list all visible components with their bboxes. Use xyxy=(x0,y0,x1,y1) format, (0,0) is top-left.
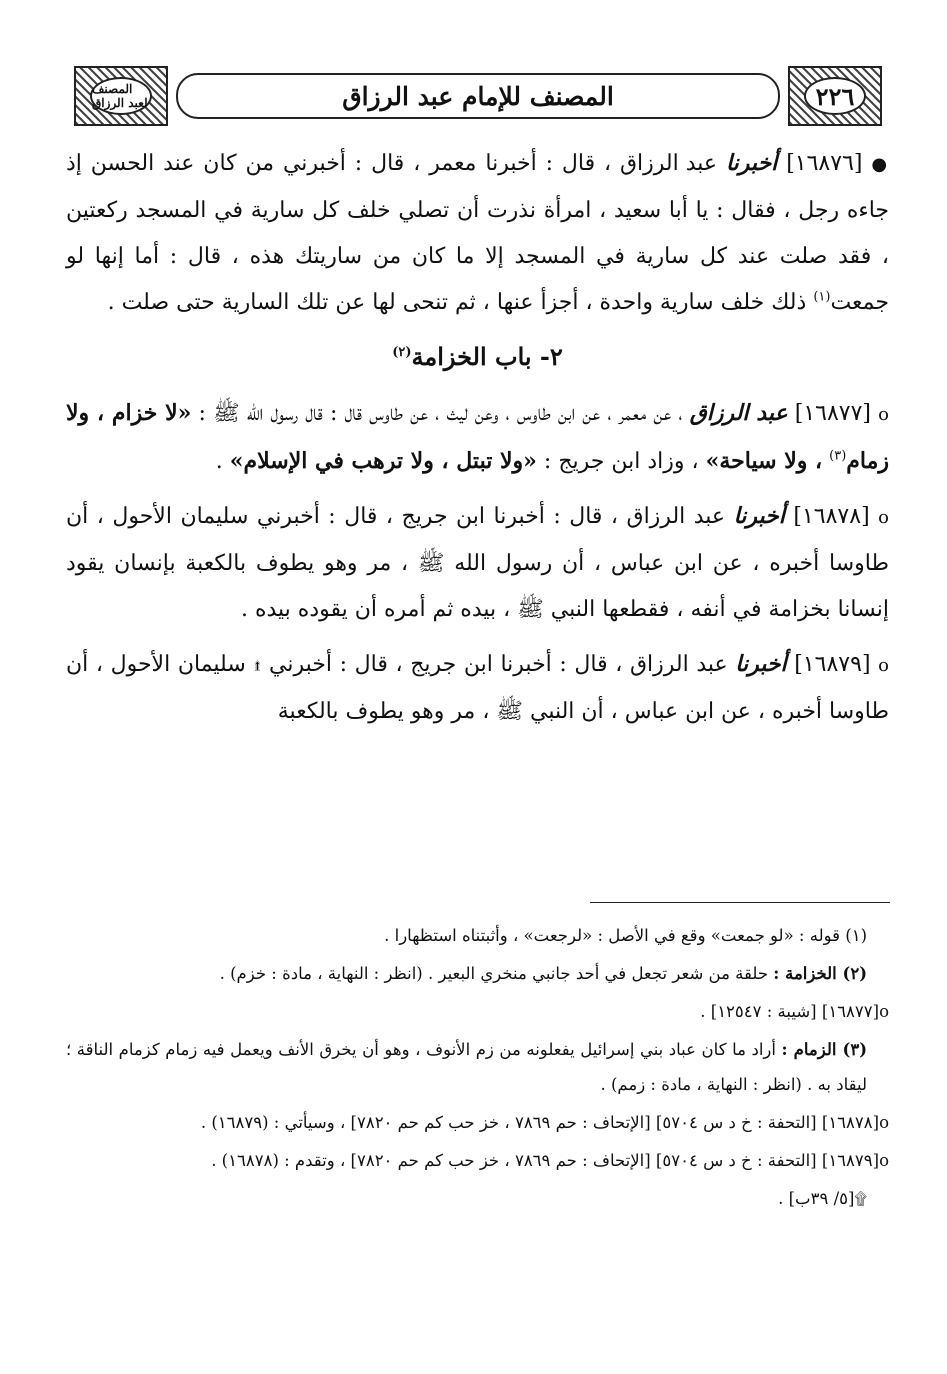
hadith-text: ، عن معمر ، عن ابن طاوس ، وعن ليث ، عن طاوس قال : قال رسول الله ﷺ : xyxy=(198,401,683,426)
footnote-3-label: (٣) الزمام : xyxy=(781,1040,867,1059)
hadith-bullet: ο xyxy=(878,655,889,676)
hadith-number: [١٦٨٧٧] xyxy=(794,401,872,426)
hadith-16876 xyxy=(66,140,889,326)
page-header xyxy=(74,66,882,126)
footnotes xyxy=(66,918,889,1219)
chapter-footnote-ref: (٢) xyxy=(392,345,412,360)
hadith-16878 xyxy=(66,493,889,633)
hadith-16879 xyxy=(66,641,889,735)
footnote-2-label: (٢) الخزامة : xyxy=(773,964,867,983)
emblem-ornament xyxy=(74,66,168,126)
main-text xyxy=(66,140,889,743)
footnote-2-text: حلقة من شعر تجعل في أحد جانبي منخري البعير . (انظر : النهاية ، مادة : خزم) . xyxy=(219,964,769,983)
chapter-heading xyxy=(66,334,889,380)
hadith-16877 xyxy=(66,390,889,485)
footnote-16879: ο[١٦٨٧٩] [التحفة : خ د س ٥٧٠٤] [الإتحاف : حم ٧٨٦٩ ، خز حب كم حم ٧٨٢٠] ، وتقدم : (١٦٨٧٨) . xyxy=(211,1151,889,1170)
hadith-end: . xyxy=(215,449,223,474)
footnote-16877: ο[١٦٨٧٧] [شيبة : ١٢٥٤٧] . xyxy=(700,1002,889,1021)
hadith-text: عبد الرزاق ، قال : أخبرنا معمر ، قال : أخبرني من كان عند الحسن إذ جاءه رجل ، فقال : يا أبا سعيد ، امرأة نذرت أن تصلي خلف كل سارية في المسجد ركعتين ، فقد صلت عند كل سارية في المسجد إلا ما كان من ساريتك هذه ، قال : أما إنها لو جمعت xyxy=(66,151,889,315)
footnote-2 xyxy=(66,956,889,991)
footnote-16878: ο[١٦٨٧٨] [التحفة : خ د س ٥٧٠٤] [الإتحاف : حم ٧٨٦٩ ، خز حب كم حم ٧٨٢٠] ، وسيأتي : (١٦٨٧٩) . xyxy=(200,1113,889,1132)
hadith-bullet: ο xyxy=(878,404,889,425)
footnote-divider xyxy=(590,902,890,903)
hadith-text-continued: ذلك خلف سارية واحدة ، أجزأ عنها ، ثم تنحى لها عن تلك السارية حتى صلت . xyxy=(107,290,807,315)
hadith-text-continued: ، وزاد ابن جريج : xyxy=(543,449,699,474)
footnote-ref: (١) xyxy=(813,289,831,305)
hadith-bullet: ο xyxy=(878,507,890,528)
hadith-text: عبد الرزاق ، قال : أخبرنا ابن جريج ، قال : أخبرني ۩ سليمان الأحول ، أن طاوسا أخبره ، عن ابن عباس ، أن النبي ﷺ ، مر وهو يطوف بالكعبة xyxy=(66,652,889,724)
book-title: المصنف للإمام عبد الرزاق xyxy=(176,73,780,119)
footnote-3-text: أراد ما كان عباد بني إسرائيل يفعلونه من زم الأنوف ، وهو أن يخرق الأنف ويعمل فيه زمام كزمام الناقة ؛ ليقاد به . (انظر : النهاية ، مادة : زمم) . xyxy=(66,1040,867,1094)
hadith-opener: عبد الرزاق xyxy=(689,400,788,426)
hadith-number: [١٦٨٧٩] xyxy=(794,652,871,677)
hadith-number: [١٦٨٧٨] xyxy=(793,504,870,529)
hadith-number: [١٦٨٧٦] xyxy=(786,151,863,176)
footnote-ref: (٣) xyxy=(829,448,847,464)
hadith-text: عبد الرزاق ، قال : أخبرنا ابن جريج ، قال : أخبرني سليمان الأحول ، أن طاوسا أخبره ، عن ابن عباس ، أن رسول الله ﷺ ، مر وهو يطوف بالكعبة بإنسان يقود إنسانا بخزامة في أنفه ، فقطعها النبي ﷺ ، بيده ثم أمره أن يقوده بيده . xyxy=(66,504,889,622)
prophetic-quote: «لا خزام ، ولا زمام xyxy=(66,400,889,474)
hadith-opener: أخبرنا xyxy=(725,150,778,176)
prophetic-quote-addition: «ولا تبتل ، ولا ترهب في الإسلام» xyxy=(229,448,537,474)
folio-reference: ۩[٥/ ٣٩ب] . xyxy=(778,1189,867,1208)
chapter-title: ٢- باب الخزامة xyxy=(411,342,563,371)
hadith-opener: أخبرنا xyxy=(733,503,785,529)
page-number: ٢٢٦ xyxy=(804,77,866,115)
hadith-bullet: ● xyxy=(871,154,890,175)
hadith-opener: أخبرنا xyxy=(735,651,787,677)
emblem: المصنف لعبد الرزاق xyxy=(90,77,152,115)
page-number-ornament xyxy=(788,66,882,126)
footnote-1: (١) قوله : «لو جمعت» وقع في الأصل : «لرجعت» ، وأثبتناه استظهارا . xyxy=(384,926,867,945)
prophetic-quote-continued: ، ولا سياحة» xyxy=(705,448,823,474)
footnote-3 xyxy=(66,1032,889,1102)
